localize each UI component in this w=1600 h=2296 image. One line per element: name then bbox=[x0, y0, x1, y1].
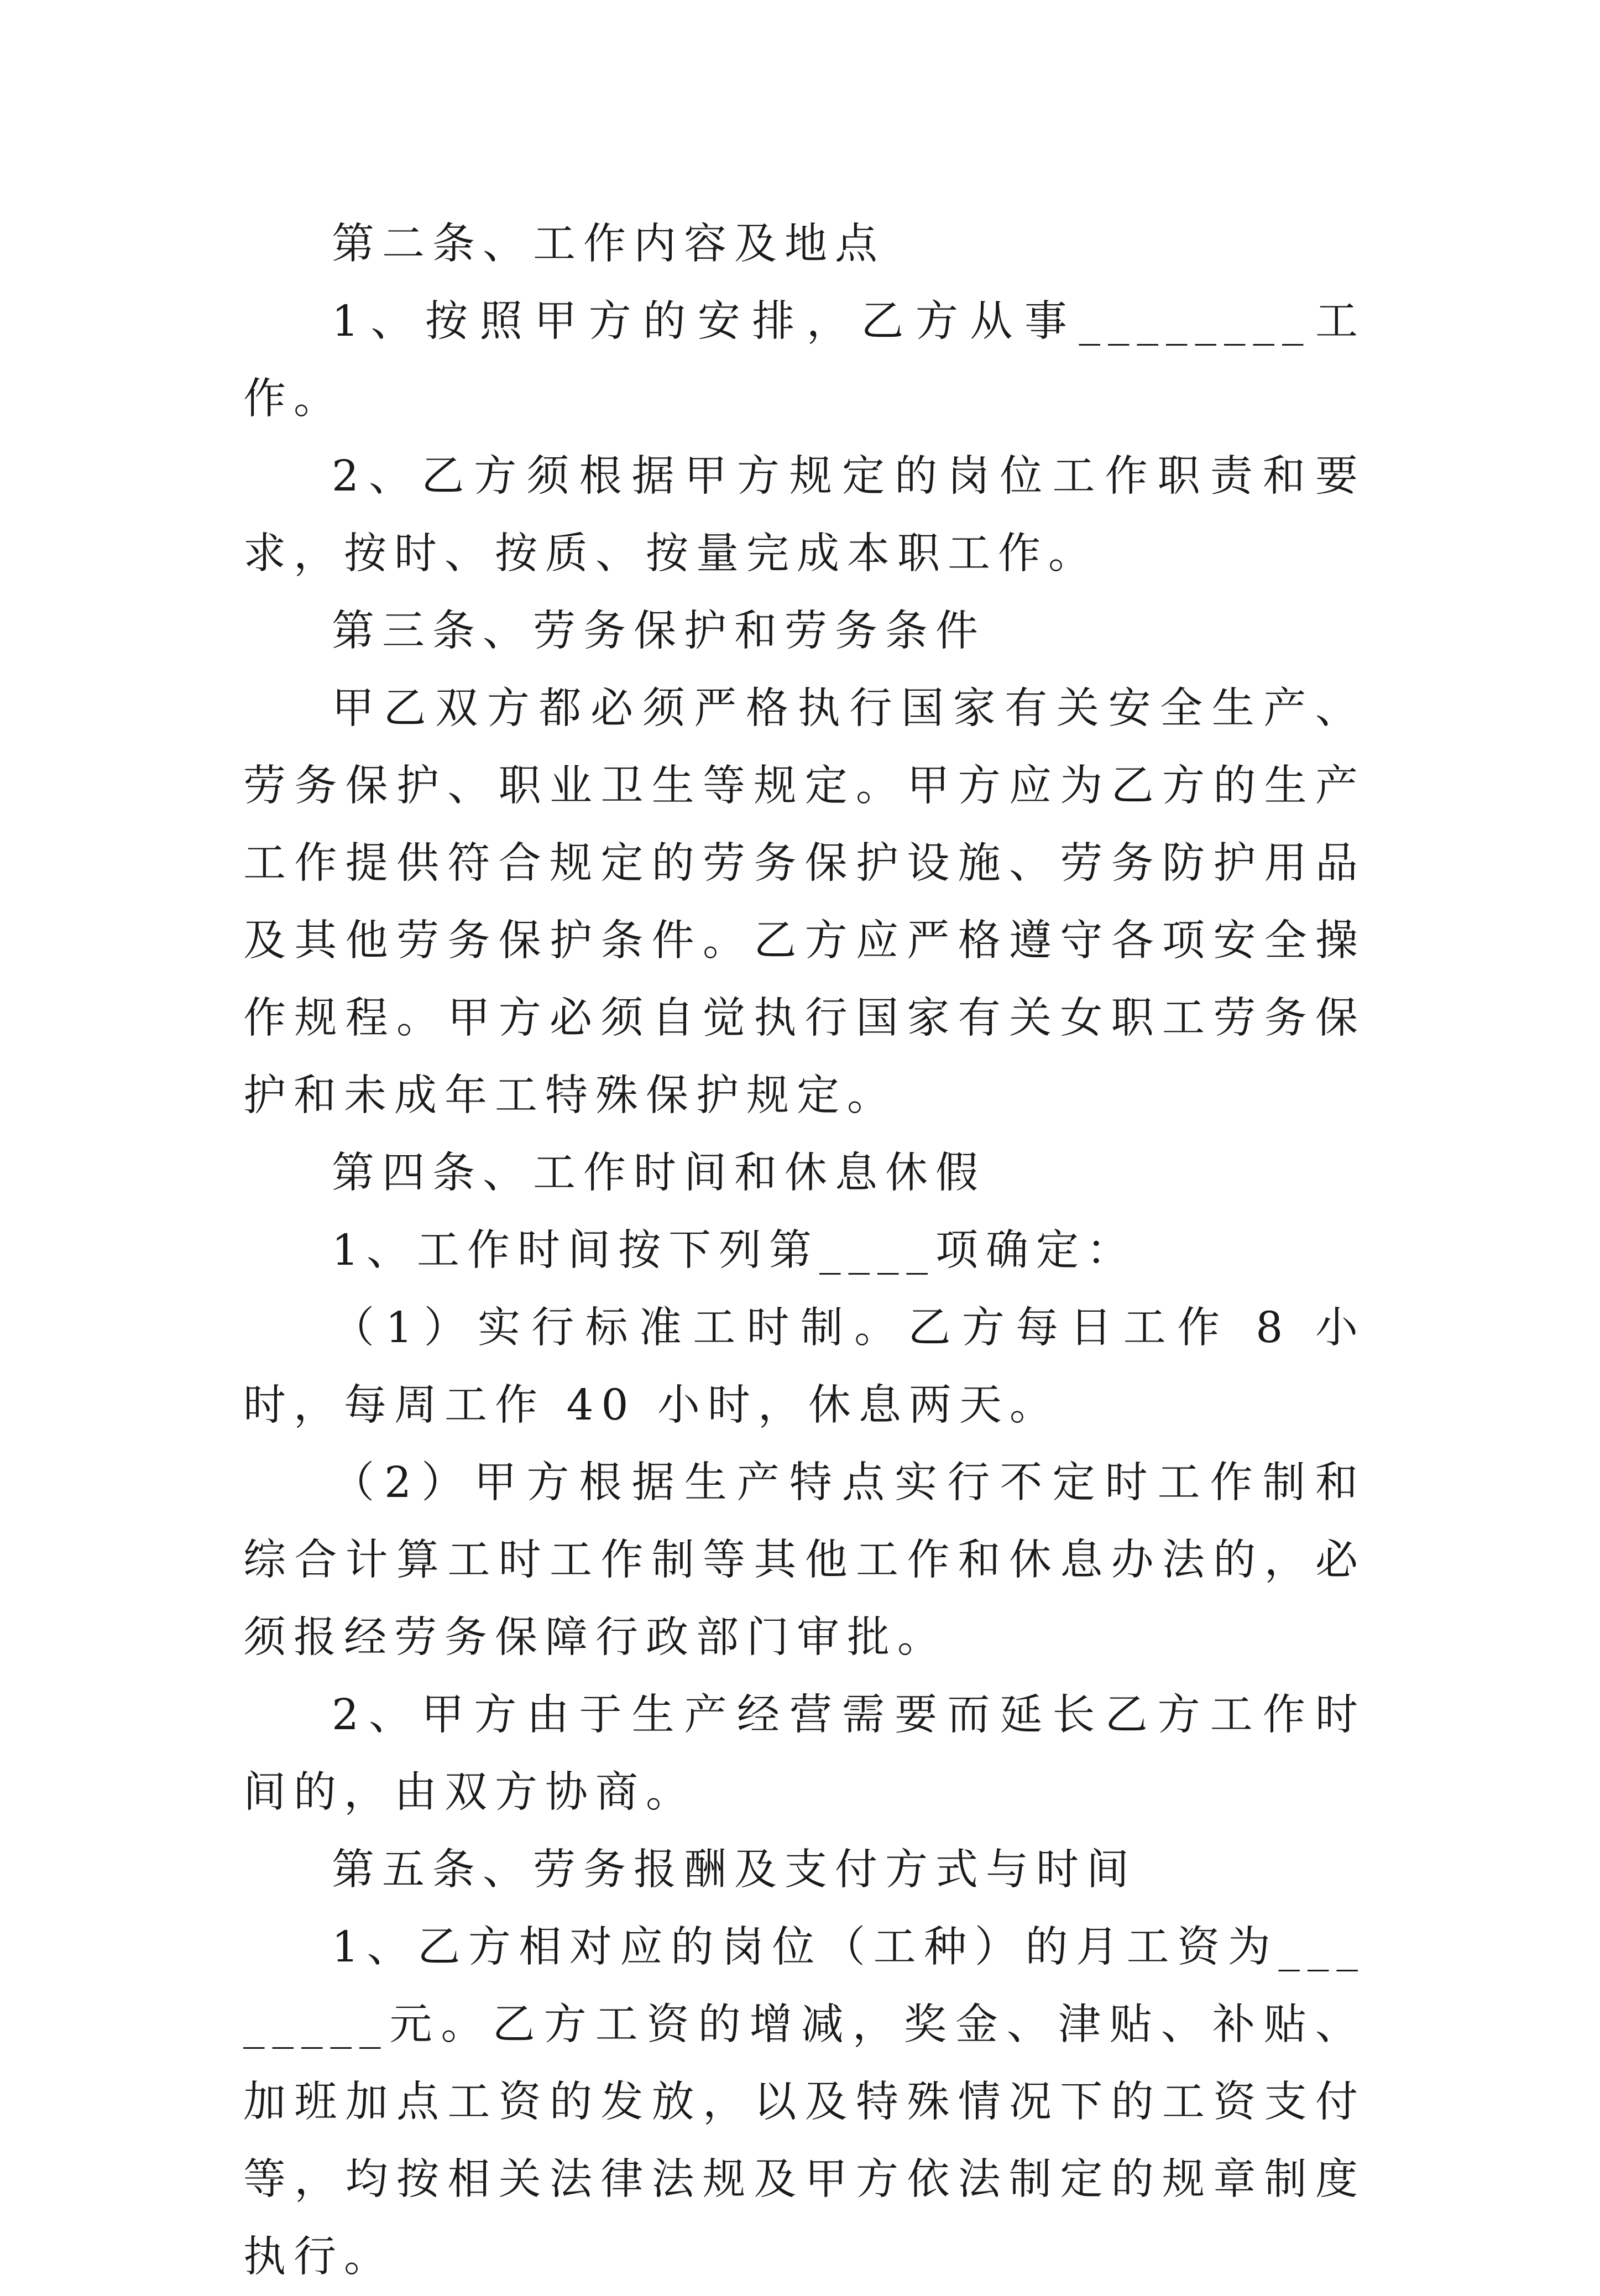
article4-heading: 第四条、工作时间和休息休假 bbox=[332, 1149, 986, 1198]
document-body bbox=[243, 206, 1366, 2296]
article3-heading: 第三条、劳务保护和劳务条件 bbox=[332, 607, 986, 656]
article2-item2: 2、乙方须根据甲方规定的岗位工作职责和要求，按时、按质、按量完成本职工作。 bbox=[243, 452, 1366, 578]
article2-item1: 1、按照甲方的安排，乙方从事________工作。 bbox=[243, 297, 1366, 424]
article3-body: 甲乙双方都必须严格执行国家有关安全生产、劳务保护、职业卫生等规定。甲方应为乙方的生产工作提供符合规定的劳务保护设施、劳务防护用品及其他劳务保护条件。乙方应严格遵守各项安全操作规程。甲方必须自觉执行国家有关女职工劳务保护和未成年工特殊保护规定。 bbox=[243, 684, 1366, 1120]
article4-item1-option2: （2）甲方根据生产特点实行不定时工作制和综合计算工时工作制等其他工作和休息办法的，必须报经劳务保障行政部门审批。 bbox=[243, 1458, 1366, 1662]
article4-item1-option1: （1）实行标准工时制。乙方每日工作 8 小时，每周工作 40 小时，休息两天。 bbox=[243, 1303, 1366, 1430]
article5-item1: 1、乙方相对应的岗位（工种）的月工资为________元。乙方工资的增减，奖金、津贴、补贴、加班加点工资的发放，以及特殊情况下的工资支付等，均按相关法律法规及甲方依法制定的规章制度执行。 bbox=[243, 1923, 1366, 2282]
article2-heading: 第二条、工作内容及地点 bbox=[332, 220, 885, 269]
article4-item2: 2、甲方由于生产经营需要而延长乙方工作时间的，由双方协商。 bbox=[243, 1690, 1366, 1817]
article4-item1: 1、工作时间按下列第____项确定： bbox=[332, 1226, 1137, 1275]
article5-heading: 第五条、劳务报酬及支付方式与时间 bbox=[332, 1845, 1137, 1895]
